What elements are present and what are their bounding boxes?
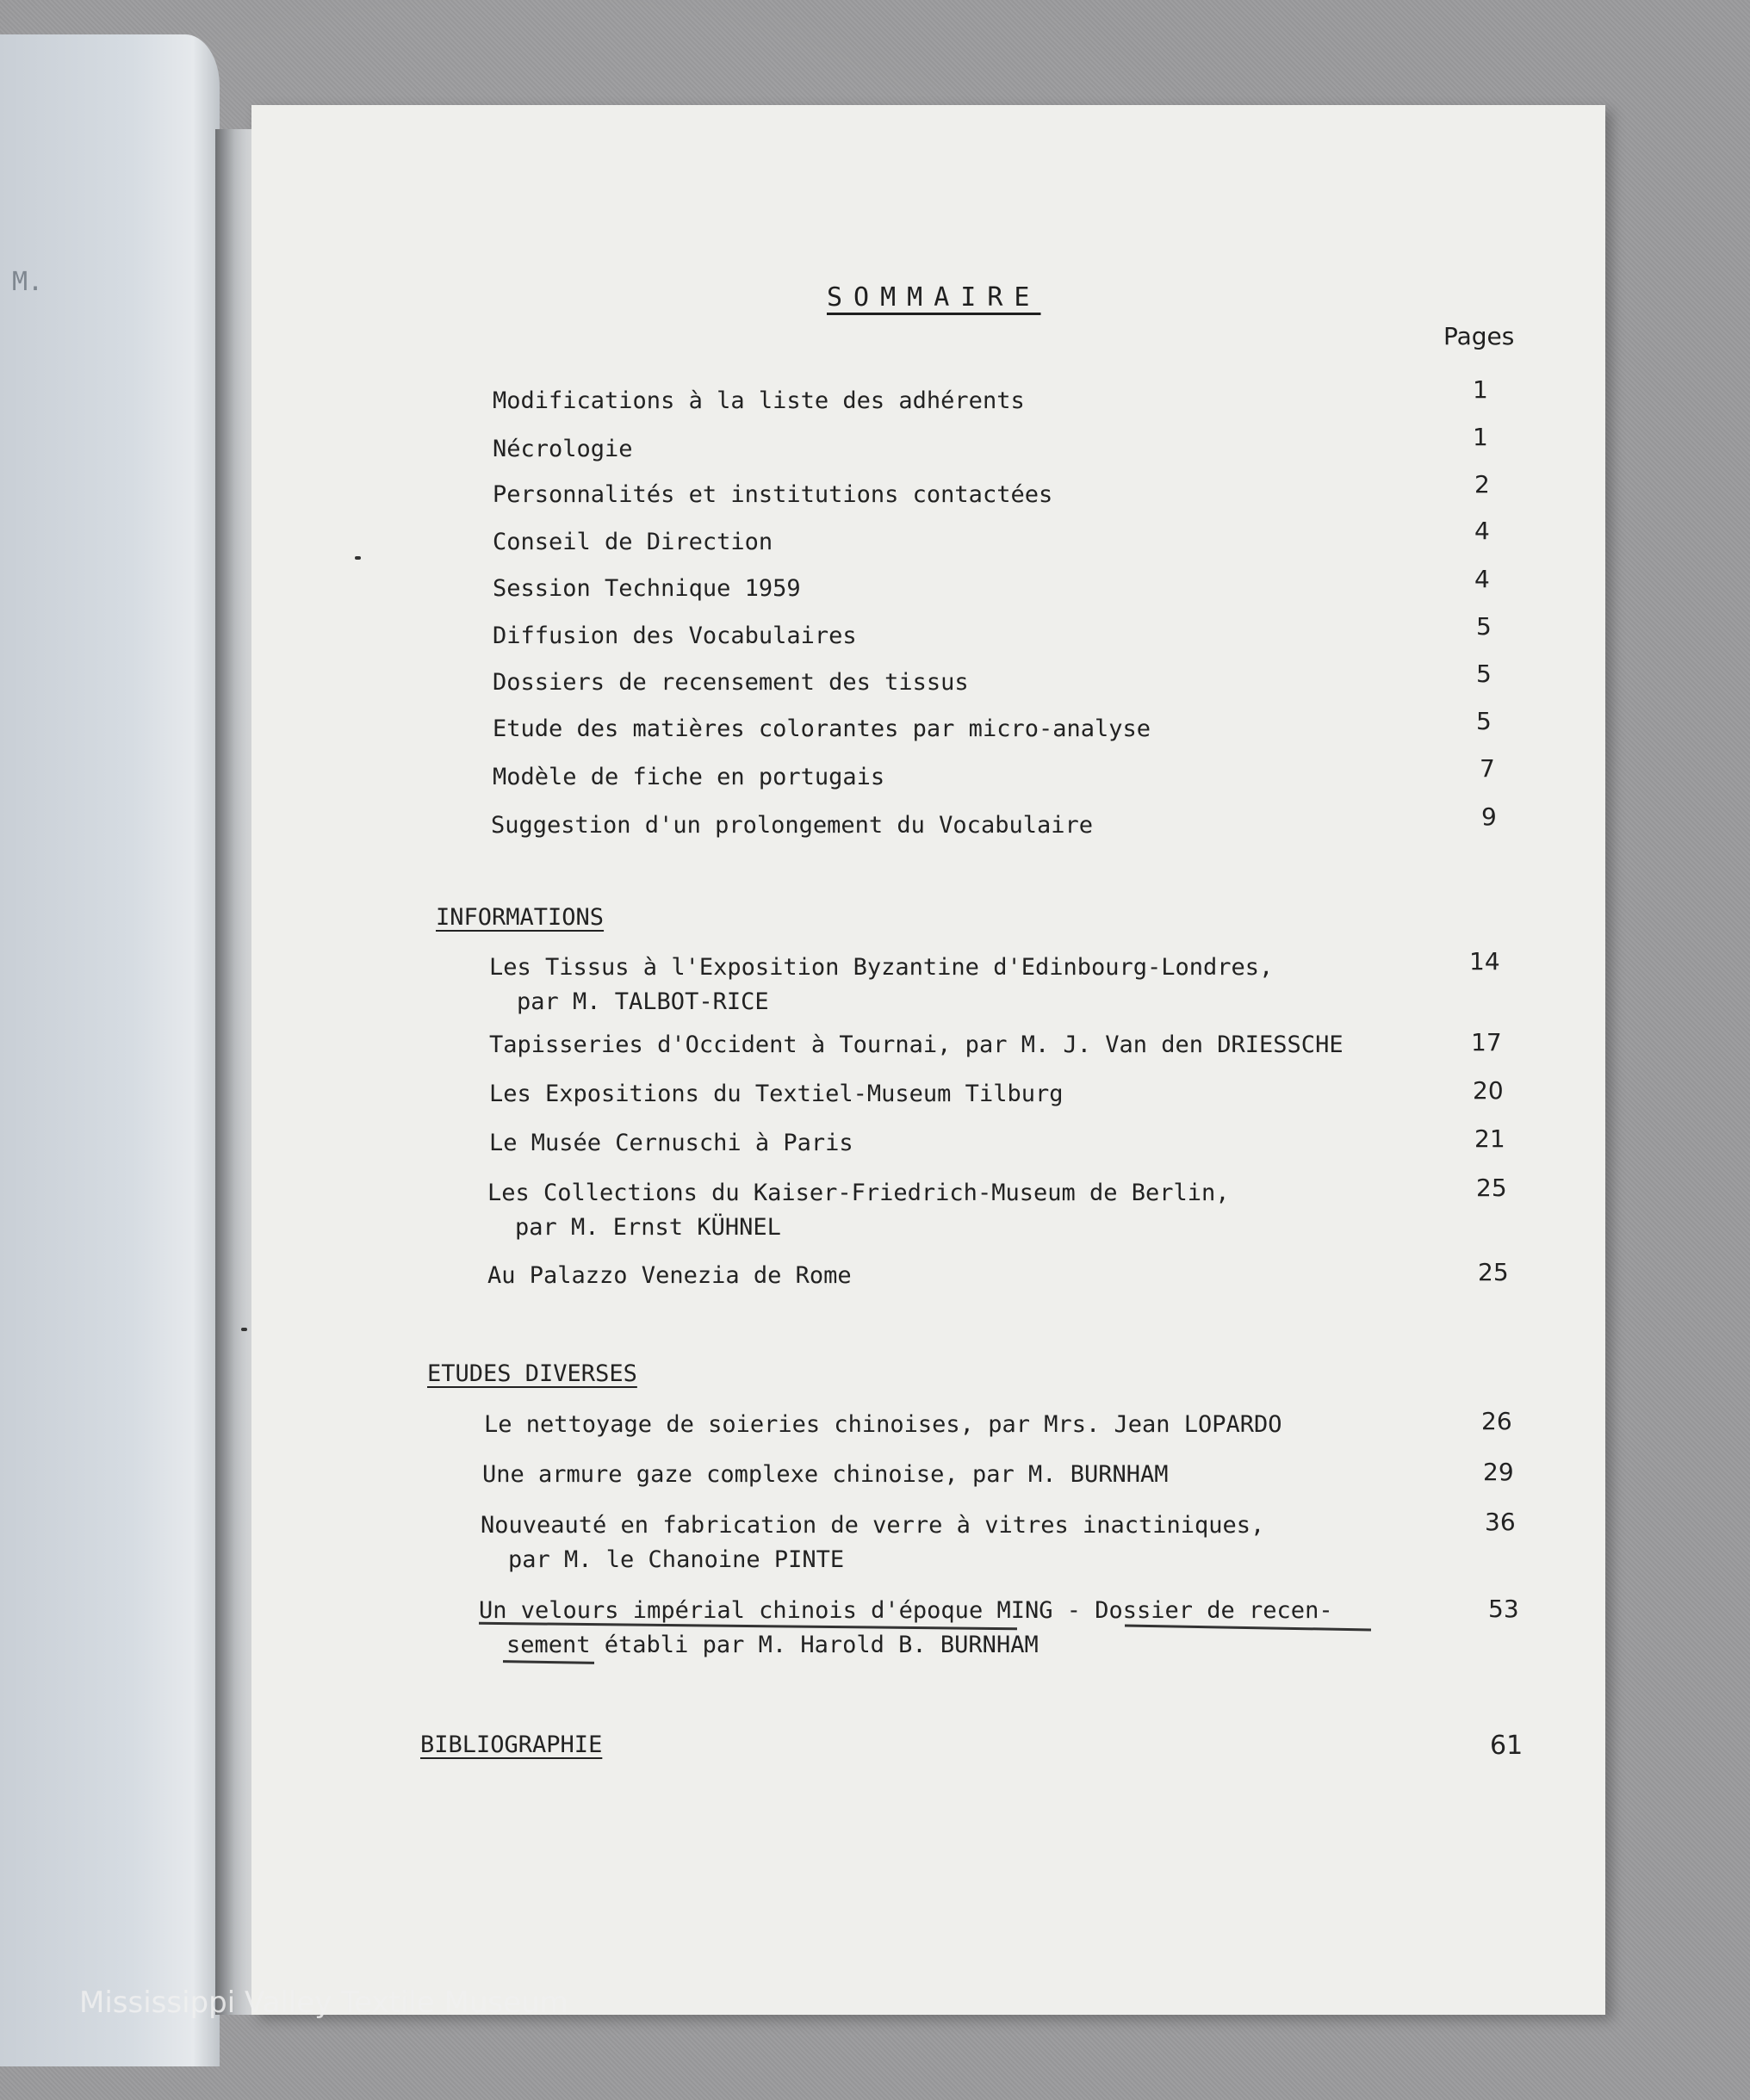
section-heading-etudes-diverses: ETUDES DIVERSES (427, 1360, 637, 1387)
toc-page-number: 61 (1490, 1731, 1523, 1761)
toc-entry (489, 951, 1273, 1019)
toc-entry-text: Modèle de fiche en portugais (493, 764, 885, 790)
toc-entry (491, 808, 1093, 843)
toc-entry-text: Conseil de Direction (493, 529, 773, 555)
toc-entry (493, 760, 884, 795)
toc-page-number: 25 (1476, 1174, 1507, 1202)
toc-page-number: 17 (1471, 1028, 1502, 1056)
toc-entry-subtext: par M. le Chanoine PINTE (508, 1546, 845, 1573)
toc-entry (493, 525, 773, 560)
toc-page-number: 14 (1469, 947, 1500, 976)
toc-page-number: 5 (1476, 707, 1492, 735)
toc-entry-text: Les Tissus à l'Exposition Byzantine d'Edinbourg-Londres, (489, 954, 1274, 981)
toc-entry-text: Les Expositions du Textiel-Museum Tilburg (489, 1081, 1064, 1107)
toc-page-number: 29 (1483, 1458, 1514, 1486)
left-page (0, 34, 220, 2066)
toc-page-number: 4 (1474, 517, 1490, 545)
page-title: SOMMAIRE (827, 282, 1041, 313)
toc-page-number: 1 (1473, 423, 1488, 451)
pages-column-label: Pages (1443, 322, 1515, 350)
toc-page-number: 21 (1474, 1124, 1505, 1153)
toc-entry-text: Session Technique 1959 (493, 575, 801, 602)
toc-entry-text: Diffusion des Vocabulaires (493, 623, 857, 649)
toc-page-number: 7 (1480, 754, 1495, 783)
toc-entry-text: Dossiers de recensement des tissus (493, 669, 969, 696)
toc-entry (493, 712, 1151, 746)
toc-entry (489, 1126, 853, 1161)
toc-page-number: 1 (1473, 375, 1488, 404)
toc-entry (489, 1028, 1344, 1062)
toc-entry (493, 666, 969, 700)
toc-entry (493, 478, 1052, 512)
toc-entry (493, 384, 1025, 418)
toc-entry-text: Etude des matières colorantes par micro-analyse (493, 715, 1151, 742)
toc-entry (487, 1176, 1230, 1245)
toc-page-number: 5 (1476, 612, 1492, 641)
toc-entry (482, 1458, 1169, 1492)
section-heading-bibliographie: BIBLIOGRAPHIE (420, 1731, 603, 1758)
toc-entry-text: Les Collections du Kaiser-Friedrich-Museum de Berlin, (487, 1180, 1230, 1206)
toc-page-number: 9 (1481, 802, 1497, 831)
toc-entry-text: Tapisseries d'Occident à Tournai, par M. J. Van den DRIESSCHE (489, 1031, 1344, 1058)
left-page-mark: M. (12, 267, 44, 297)
toc-page-number: 5 (1476, 660, 1492, 688)
toc-entry-text: Le nettoyage de soieries chinoises, par Mrs. Jean LOPARDO (484, 1411, 1282, 1438)
toc-entry-text: Un velours impérial chinois d'époque MING - Dossier de recen- (479, 1597, 1333, 1624)
toc-entry (489, 1077, 1063, 1112)
toc-page-number: 26 (1481, 1407, 1512, 1435)
watermark: Mississippi Valley Textile Museum (79, 1985, 568, 2020)
stray-mark (241, 1328, 247, 1331)
toc-page-number: 36 (1485, 1508, 1516, 1536)
toc-entry-text: Le Musée Cernuschi à Paris (489, 1130, 853, 1156)
stray-mark (355, 556, 361, 560)
toc-entry-text: Une armure gaze complexe chinoise, par M. BURNHAM (482, 1461, 1169, 1488)
toc-entry-subtext: par M. TALBOT-RICE (517, 988, 769, 1015)
toc-page-number: 4 (1474, 565, 1490, 593)
toc-page-number: 20 (1473, 1076, 1504, 1105)
toc-entry-subtext: sement établi par M. Harold B. BURNHAM (506, 1632, 1039, 1658)
toc-entry-subtext: par M. Ernst KÜHNEL (515, 1214, 781, 1241)
toc-entry (493, 619, 857, 654)
toc-entry-text: Suggestion d'un prolongement du Vocabulaire (491, 812, 1093, 839)
toc-entry-text: Au Palazzo Venezia de Rome (487, 1262, 852, 1289)
toc-page-number: 25 (1478, 1258, 1509, 1286)
toc-page-number: 2 (1474, 470, 1490, 499)
toc-entry (493, 572, 801, 606)
toc-entry (484, 1408, 1282, 1442)
toc-entry-text: Modifications à la liste des adhérents (493, 387, 1025, 414)
toc-entry (487, 1259, 852, 1293)
toc-page-number: 53 (1488, 1595, 1519, 1623)
section-heading-informations: INFORMATIONS (436, 904, 605, 931)
toc-entry (481, 1508, 1264, 1577)
toc-entry-text: Nécrologie (493, 436, 633, 462)
toc-entry-text: Nouveauté en fabrication de verre à vitres inactiniques, (481, 1512, 1265, 1539)
toc-entry-text: Personnalités et institutions contactées (493, 481, 1053, 508)
toc-entry (493, 432, 633, 467)
